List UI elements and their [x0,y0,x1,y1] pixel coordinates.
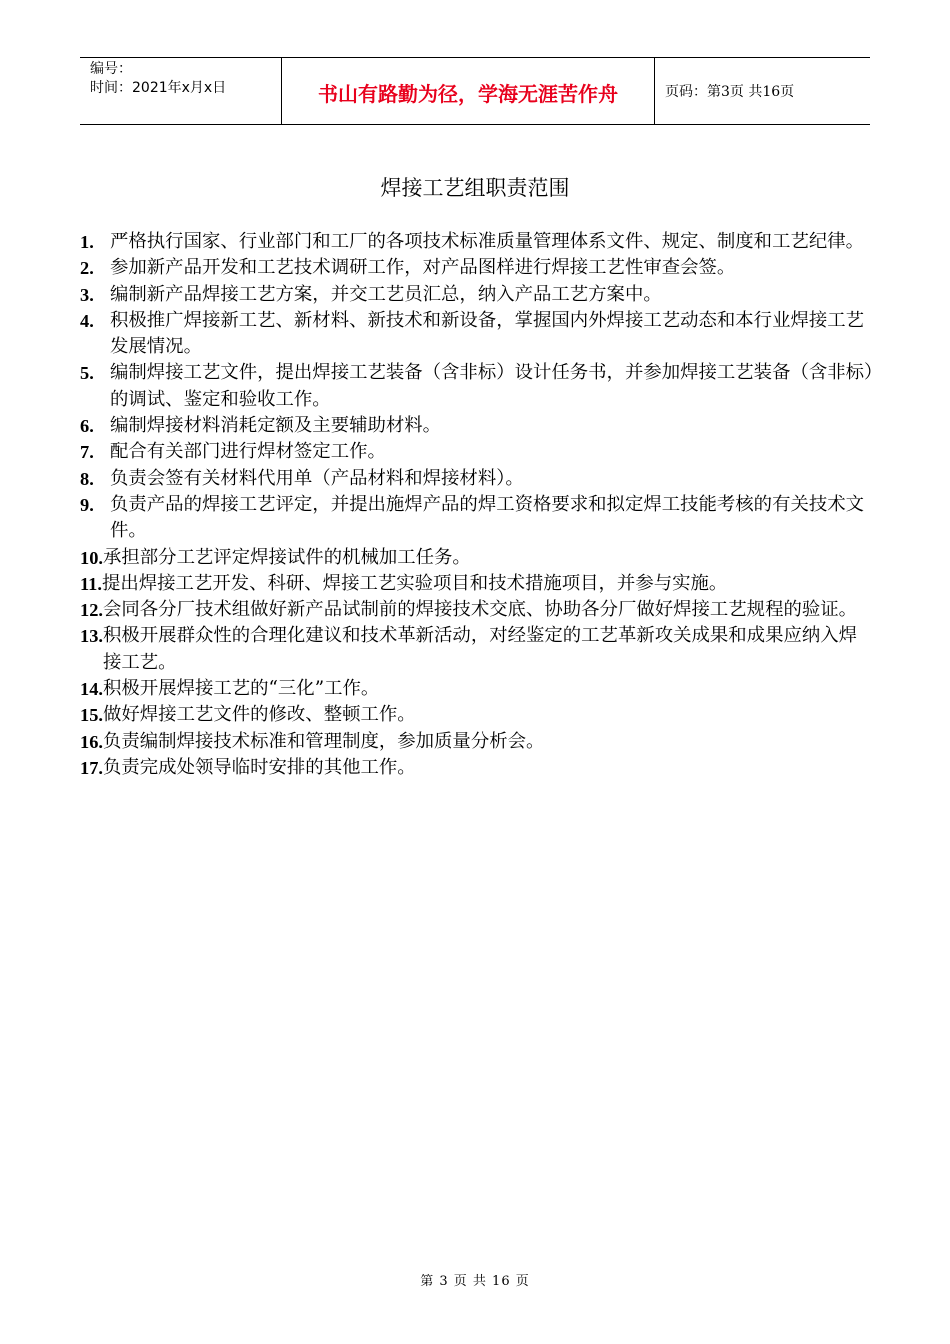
item-text: 负责编制焊接技术标准和管理制度，参加质量分析会。 [103,730,545,752]
list-item [80,676,874,702]
item-number: 17. [80,757,103,778]
list-item [80,360,874,413]
item-number: 11. [80,573,102,594]
item-text: 配合有关部门进行焊材签定工作。 [110,441,386,463]
list-item [80,308,874,361]
list-item [80,255,874,281]
item-number: 1. [80,232,94,252]
list-item [80,413,874,439]
item-text: 编制焊接材料消耗定额及主要辅助材料。 [110,415,442,437]
list-item [80,545,874,571]
item-number: 3. [80,284,94,305]
item-number: 13. [80,626,103,647]
document-header [80,57,870,125]
list-item [80,729,874,755]
item-text: 积极开展焊接工艺的“三化”工作。 [103,678,380,700]
date-label: 时间：2021年x月x日 [90,80,227,96]
list-item [80,597,874,623]
item-text: 负责完成处领导临时安排的其他工作。 [103,756,416,778]
document-title: 焊接工艺组职责范围 [380,176,570,200]
item-number: 12. [80,600,103,621]
item-number: 14. [80,679,103,700]
list-item [80,702,874,728]
item-number: 16. [80,731,103,752]
item-text: 参加新产品开发和工艺技术调研工作，对产品图样进行焊接工艺性审查会签。 [110,257,736,279]
serial-number-label: 编号： [90,61,132,77]
item-text: 负责产品的焊接工艺评定，并提出施焊产品的焊工资格要求和拟定焊工技能考核的有关技术文件。 [110,493,865,542]
item-text: 做好焊接工艺文件的修改、整顿工作。 [103,704,416,726]
list-item [80,466,874,492]
item-number: 8. [80,468,94,489]
duty-list [80,229,874,781]
list-item [80,492,874,545]
item-text: 提出焊接工艺开发、科研、焊接工艺实验项目和技术措施项目，并参与实施。 [101,572,728,594]
item-text: 严格执行国家、行业部门和工厂的各项技术标准质量管理体系文件、规定、制度和工艺纪律。 [110,231,865,252]
header-meta [80,58,281,124]
item-number: 9. [80,494,94,515]
list-item [80,439,874,465]
item-text: 会同各分厂技术组做好新产品试制前的焊接技术交底、协助各分厂做好焊接工艺规程的验证。 [103,599,858,621]
item-text: 编制新产品焊接工艺方案，并交工艺员汇总，纳入产品工艺方案中。 [110,283,662,305]
header-page-label: 页码：第3页 共16页 [665,84,795,100]
item-number: 2. [80,258,94,279]
item-text: 承担部分工艺评定焊接试件的机械加工任务。 [103,546,471,568]
item-number: 7. [80,442,94,463]
item-number: 10. [80,547,103,568]
item-text: 积极开展群众性的合理化建议和技术革新活动，对经鉴定的工艺革新攻关成果和成果应纳入焊接工艺。 [103,625,858,673]
item-text: 编制焊接工艺文件，提出焊接工艺装备（含非标）设计任务书，并参加焊接工艺装备（含非标）的调试、鉴定和验收工作。 [110,362,874,410]
list-item [80,229,874,255]
item-number: 5. [80,363,94,384]
item-number: 6. [80,416,94,437]
item-text: 负责会签有关材料代用单（产品材料和焊接材料）。 [110,467,524,489]
list-item [80,571,874,597]
item-text: 积极推广焊接新工艺、新材料、新技术和新设备，掌握国内外焊接工艺动态和本行业焊接工艺发展情况。 [110,309,865,358]
page-footer: 第 3 页 共 16 页 [420,1274,530,1289]
item-number: 4. [80,310,94,331]
header-motto: 书山有路勤为径，学海无涯苦作舟 [281,58,655,124]
item-number: 15. [80,705,103,726]
list-item [80,623,874,676]
list-item [80,755,874,781]
list-item [80,282,874,308]
